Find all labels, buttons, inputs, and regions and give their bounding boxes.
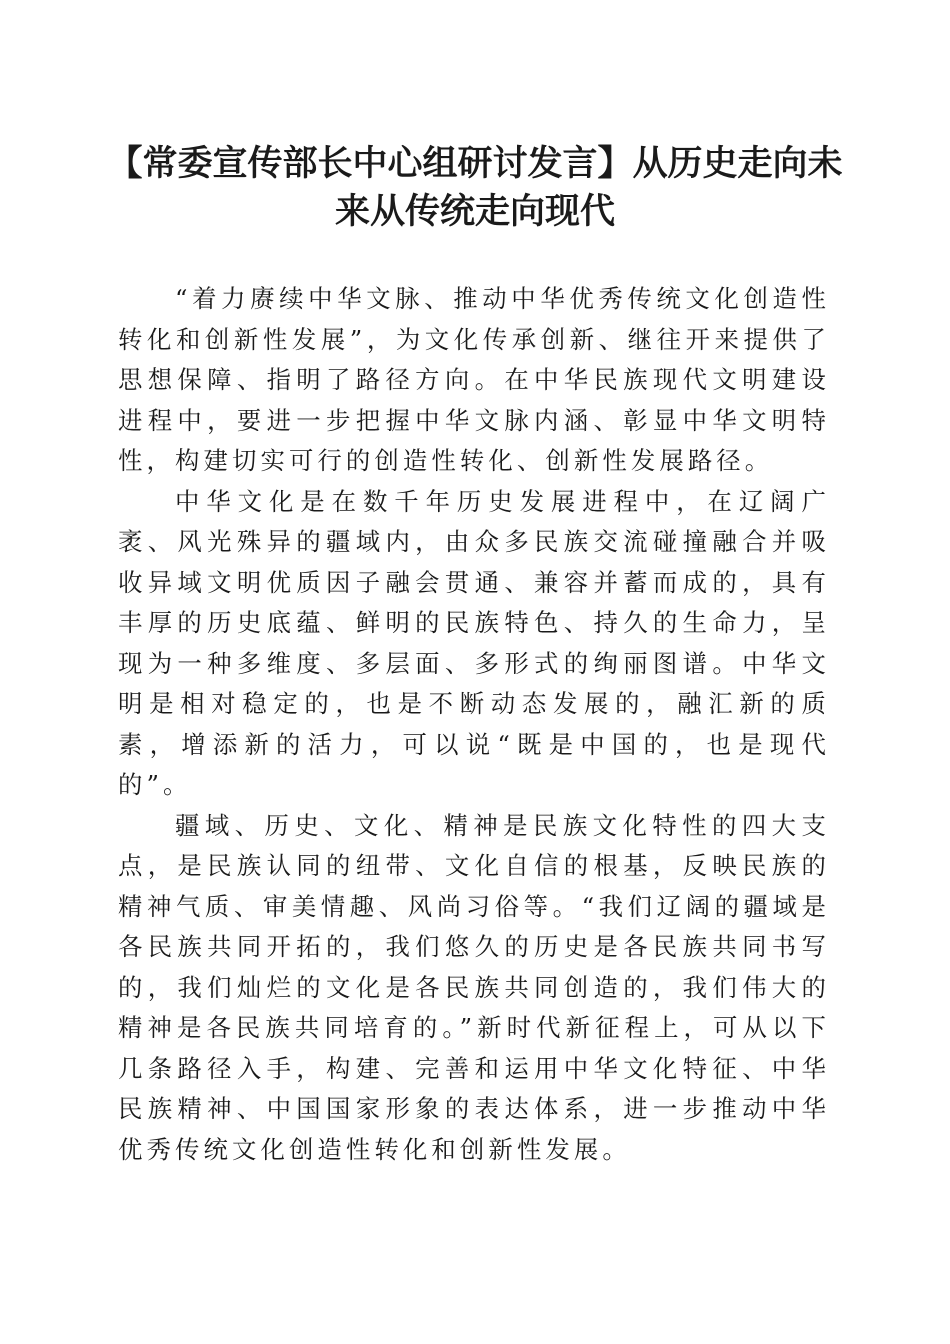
document-body <box>118 279 830 1170</box>
paragraph-1: “着力赓续中华文脉、推动中华优秀传统文化创造性转化和创新性发展”，为文化传承创新、继往开来提供了思想保障、指明了路径方向。在中华民族现代文明建设进程中，要进一步把握中华文脉内涵、彰显中华文明特性，构建切实可行的创造性转化、创新性发展路径。 <box>118 284 830 475</box>
paragraph-2: 中华文化是在数千年历史发展进程中，在辽阔广袤、风光殊异的疆域内，由众多民族交流碰撞融合并吸收异域文明优质因子融会贯通、兼容并蓄而成的，具有丰厚的历史底蕴、鲜明的民族特色、持久的生命力，呈现为一种多维度、多层面、多形式的绚丽图谱。中华文明是相对稳定的，也是不断动态发展的，融汇新的质素，增添新的活力，可以说“既是中国的，也是现代的”。 <box>118 486 830 799</box>
document-title: 【常委宣传部长中心组研讨发言】从历史走向未来从传统走向现代 <box>107 143 843 232</box>
paragraph-3: 疆域、历史、文化、精神是民族文化特性的四大支点，是民族认同的纽带、文化自信的根基，反映民族的精神气质、审美情趣、风尚习俗等。“我们辽阔的疆域是各民族共同开拓的，我们悠久的历史是各民族共同书写的，我们灿烂的文化是各民族共同创造的，我们伟大的精神是各民族共同培育的。”新时代新征程上，可从以下几条路径入手，构建、完善和运用中华文化特征、中华民族精神、中国国家形象的表达体系，进一步推动中华优秀传统文化创造性转化和创新性发展。 <box>118 810 830 1164</box>
